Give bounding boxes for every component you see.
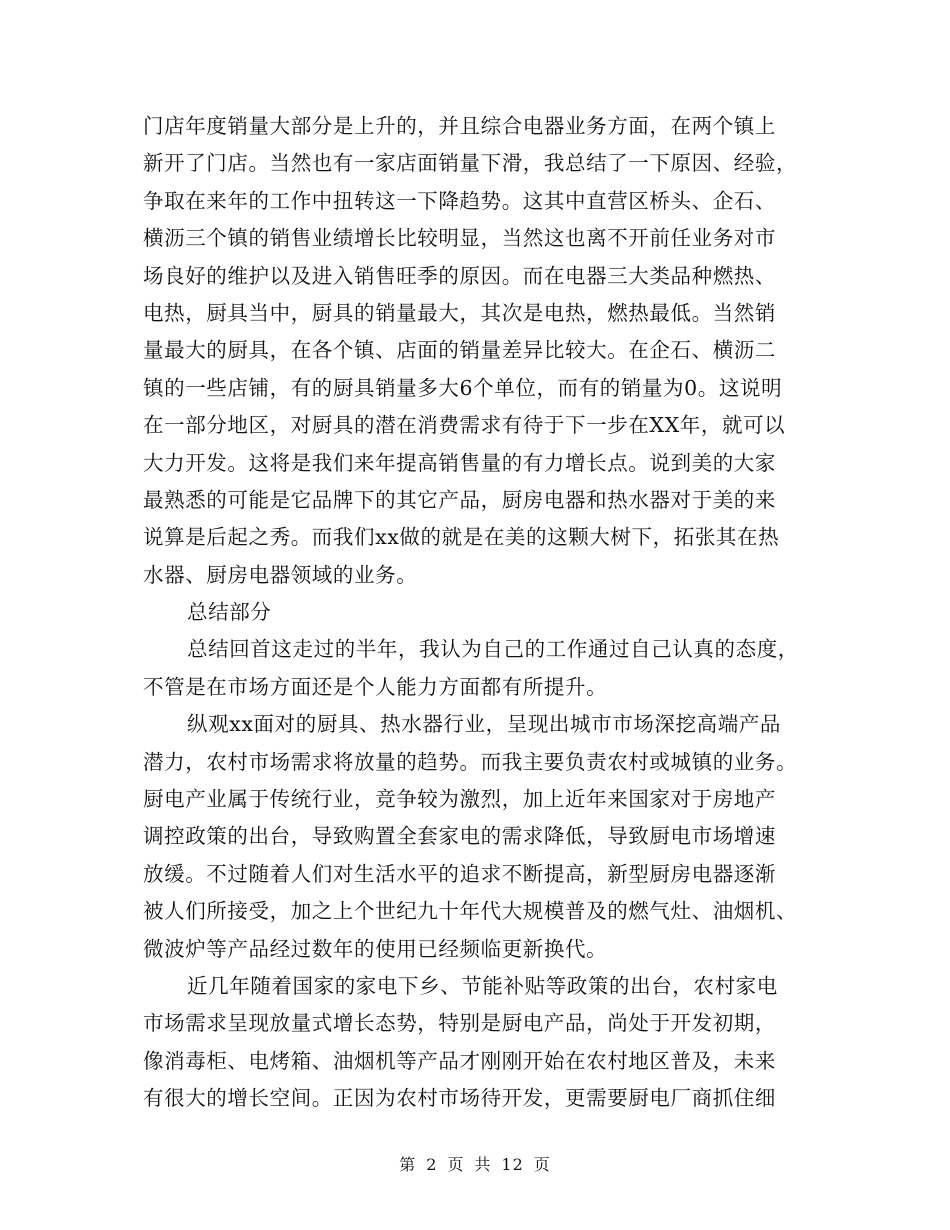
text-line: 横沥三个镇的销售业绩增长比较明显，当然这也离不开前任业务对市 [143,226,776,251]
text-line: 在一部分地区，对厨具的潜在消费需求有待于下一步在XX年，就可以 [143,413,786,438]
section-heading: 总结部分 [187,600,272,625]
text-line: 量最大的厨具，在各个镇、店面的销量差异比较大。在企石、横沥二 [143,338,776,363]
page-label-suffix: 页 [533,1155,551,1174]
text-line: 总结回首这走过的半年，我认为自己的工作通过自己认真的态度， [187,637,799,662]
page-label-prefix: 第 [399,1155,417,1174]
text-line: 镇的一些店铺，有的厨具销量多大6个单位，而有的销量为0。这说明 [143,375,783,400]
text-line: 市场需求呈现放量式增长态势，特别是厨电产品，尚处于开发初期， [143,1011,776,1036]
text-line: 有很大的增长空间。正因为农村市场待开发，更需要厨电厂商抓住细 [143,1086,776,1111]
text-line: 水器、厨房电器领域的业务。 [143,562,418,587]
text-line: 门店年度销量大部分是上升的，并且综合电器业务方面，在两个镇上 [143,114,776,138]
text-line: 场良好的维护以及进入销售旺季的原因。而在电器三大类品种燃热、 [143,263,776,288]
text-line: 大力开发。这将是我们来年提高销售量的有力增长点。说到美的大家 [143,450,776,475]
text-line: 潜力，农村市场需求将放量的趋势。而我主要负责农村或城镇的业务。 [143,749,798,774]
text-line: 近几年随着国家的家电下乡、节能补贴等政策的出台，农村家电 [187,973,778,998]
document-body [143,108,808,1118]
text-line: 调控政策的出台，导致购置全套家电的需求降低，导致厨电市场增速 [143,824,776,849]
text-line: 像消毒柜、电烤箱、油烟机等产品才刚刚开始在农村地区普及，未来 [143,1048,776,1073]
page-label-middle: 页 [447,1155,465,1174]
text-line: 最熟悉的可能是它品牌下的其它产品，厨房电器和热水器对于美的来 [143,487,776,512]
text-line: 微波炉等产品经过数年的使用已经频临更新换代。 [143,936,608,961]
total-label: 共 [474,1155,492,1174]
text-line: 放缓。不过随着人们对生活水平的追求不断提高，新型厨房电器逐渐 [143,861,776,886]
text-line: 新开了门店。当然也有一家店面销量下滑，我总结了一下原因、经验， [143,151,798,176]
text-line: 争取在来年的工作中扭转这一下降趋势。这其中直营区桥头、企石、 [143,188,776,213]
current-page-number: 2 [426,1155,438,1174]
text-line: 不管是在市场方面还是个人能力方面都有所提升。 [143,674,608,699]
text-line: 被人们所接受，加之上个世纪九十年代大规模普及的燃气灶、油烟机、 [143,899,798,924]
page-footer [0,1152,950,1175]
text-line: 纵观xx面对的厨具、热水器行业，呈现出城市市场深挖高端产品 [187,712,782,737]
text-line: 厨电产业属于传统行业，竞争较为激烈，加上近年来国家对于房地产 [143,787,776,812]
total-page-count: 12 [501,1155,524,1174]
text-line: 说算是后起之秀。而我们xx做的就是在美的这颗大树下，拓张其在热 [143,525,780,550]
text-line: 电热，厨具当中，厨具的销量最大，其次是电热，燃热最低。当然销 [143,300,776,325]
